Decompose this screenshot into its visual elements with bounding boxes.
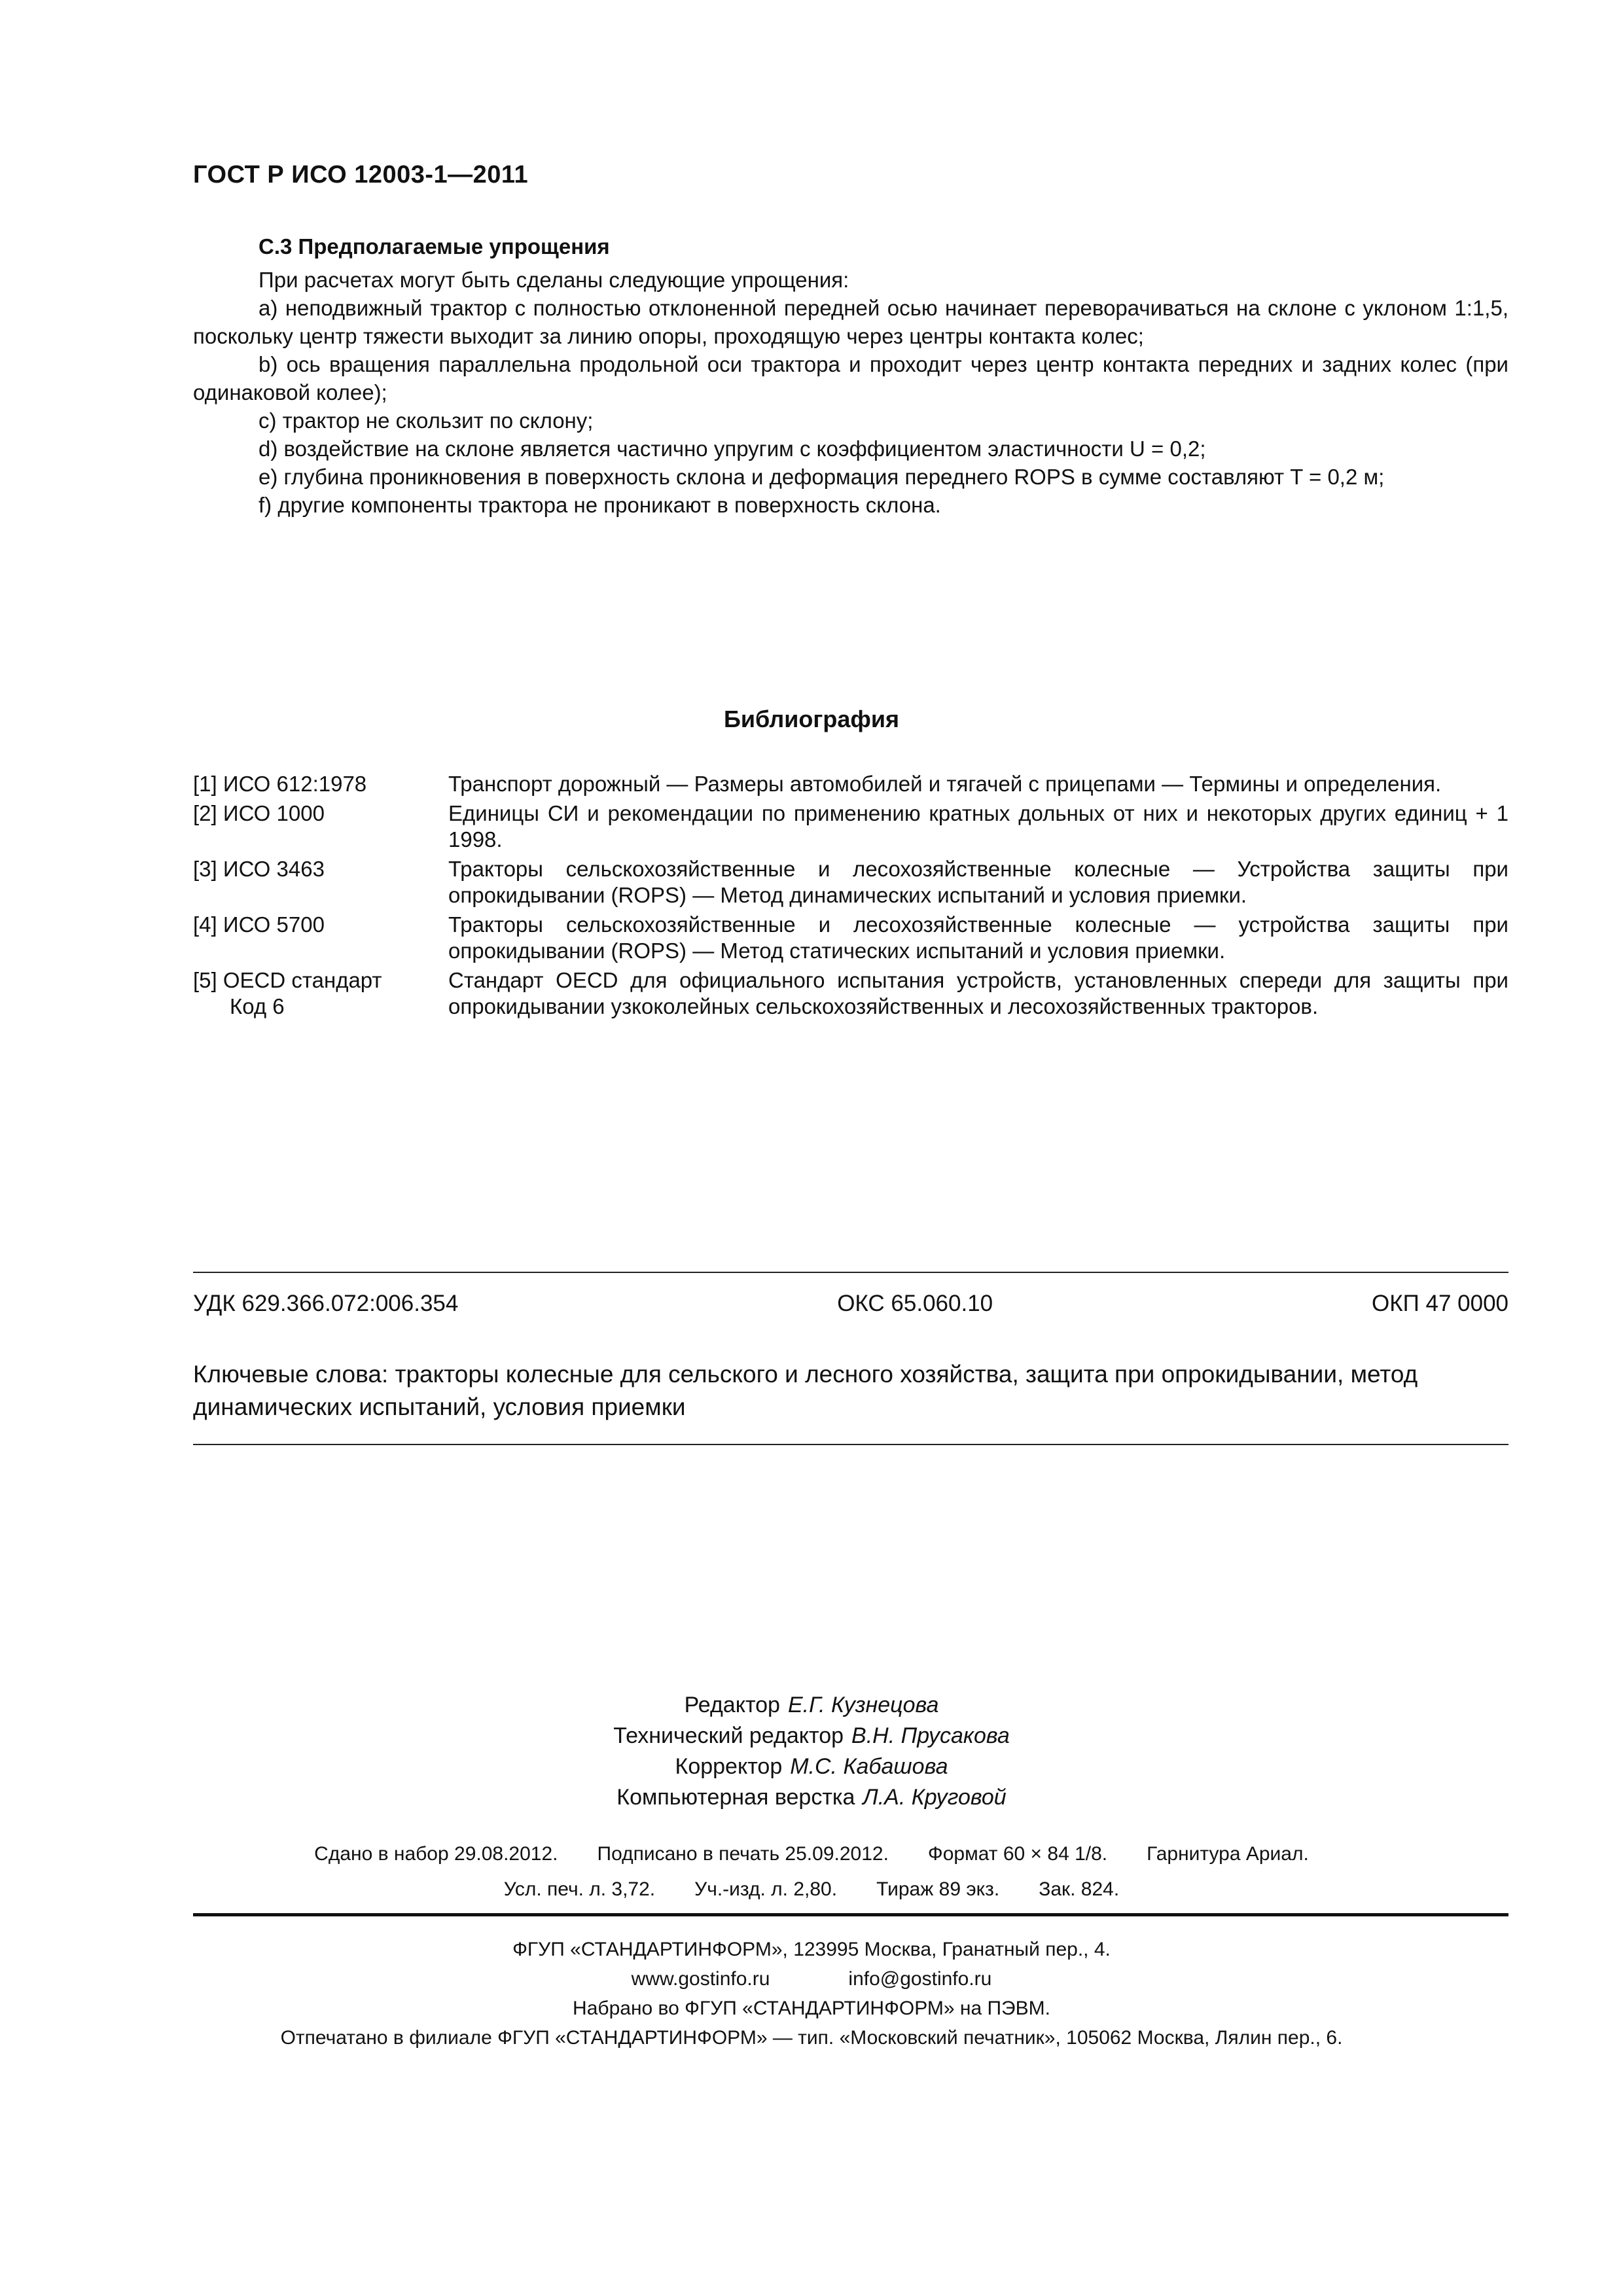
print-date-typeset: Сдано в набор 29.08.2012. [314,1843,558,1865]
section-title: С.3 Предполагаемые упрощения [259,234,610,259]
bib-ref-1: [1] ИСО 612:1978 [193,772,367,796]
oks-code: ОКС 65.060.10 [837,1291,993,1316]
bibliography-text: Тракторы сельскохозяйственные и лесохозяйственные колесные — Устройства защиты при опрокидывании (ROPS) — Метод динамических испытаний и условия приемки. [448,857,1508,907]
credit-name: В.Н. Прусакова [851,1723,1010,1748]
publisher-printed: Отпечатано в филиале ФГУП «СТАНДАРТИНФОРМ» — тип. «Московский печатник», 105062 Москва, Лялин пер., 6. [280,2027,1343,2049]
credits-block [0,1690,1623,1813]
divider-imprint [193,1913,1508,1916]
credit-role: Технический редактор [613,1723,844,1748]
credit-name: Л.А. Круговой [863,1785,1007,1810]
bib-ref-5-code: Код 6 [230,994,285,1018]
bibliography-ref [193,912,448,964]
print-order: Зак. 824. [1039,1878,1120,1900]
bibliography-entry [193,771,1508,797]
print-run: Тираж 89 экз. [876,1878,1000,1900]
bibliography-entry [193,912,1508,964]
credit-line [0,1751,1623,1782]
publisher-contacts [0,1964,1623,1994]
bib-ref-4: [4] ИСО 5700 [193,912,325,937]
classification-row [193,1291,1508,1317]
print-info-line2 [0,1878,1623,1901]
print-pub-sheets: Уч.-изд. л. 2,80. [694,1878,838,1900]
bib-ref-2: [2] ИСО 1000 [193,801,325,825]
section-item-f: f) другие компоненты трактора не проникают в поверхность склона. [259,493,941,517]
udk-code: УДК 629.366.072:006.354 [193,1291,459,1316]
publisher-address: ФГУП «СТАНДАРТИНФОРМ», 123995 Москва, Гранатный пер., 4. [512,1939,1111,1960]
section-item-a: а) неподвижный трактор с полностью отклоненной передней осью начинает переворачиваться на склоне с уклоном 1:1,5, поскольку центр тяжести выходит за линию опоры, проходящую через центры контакта колес; [193,296,1508,348]
document-header: ГОСТ Р ИСО 12003-1—2011 [193,161,529,188]
credit-line [0,1721,1623,1751]
credit-role: Корректор [675,1754,783,1779]
bibliography-text: Стандарт OECD для официального испытания устройств, установленных спереди для защиты при опрокидывании узкоколейных сельскохозяйственных и лесохозяйственных тракторов. [448,968,1508,1018]
print-date-signed: Подписано в печать 25.09.2012. [597,1843,889,1865]
bibliography-text: Транспорт дорожный — Размеры автомобилей и тягачей с прицепами — Термины и определения. [448,772,1442,796]
bib-ref-5: [5] OECD стандарт [193,968,382,992]
bibliography-title: Библиография [724,706,899,732]
credit-line [0,1690,1623,1721]
section-item-e: e) глубина проникновения в поверхность склона и деформация переднего ROPS в сумме составляют T = 0,2 м; [259,465,1385,489]
credit-role: Редактор [684,1693,780,1717]
section-intro: При расчетах могут быть сделаны следующие упрощения: [259,268,849,292]
okp-code: ОКП 47 0000 [1371,1291,1508,1316]
publisher-email: info@gostinfo.ru [848,1968,992,1990]
publisher-website: www.gostinfo.ru [631,1968,770,1990]
bibliography-entry [193,856,1508,908]
bibliography-entry [193,967,1508,1020]
publisher-typeset: Набрано во ФГУП «СТАНДАРТИНФОРМ» на ПЭВМ. [573,1998,1050,2019]
divider-top [193,1272,1508,1273]
publisher-block [0,1935,1623,2053]
credit-line [0,1782,1623,1813]
bib-ref-3: [3] ИСО 3463 [193,857,325,881]
print-format: Формат 60 × 84 1/8. [927,1843,1108,1865]
print-info-line1 [0,1843,1623,1865]
print-typeface: Гарнитура Ариал. [1147,1843,1309,1865]
section-item-c: c) трактор не скользит по склону; [259,408,594,433]
credit-name: Е.Г. Кузнецова [787,1693,939,1717]
bibliography-text: Единицы СИ и рекомендации по применению кратных дольных от них и некоторых других единиц + 1 1998. [448,801,1508,852]
section-body [193,266,1508,519]
bibliography-list [193,771,1508,1023]
bibliography-ref [193,771,448,797]
bibliography-ref [193,967,448,1020]
divider-keywords [193,1444,1508,1445]
keywords: Ключевые слова: тракторы колесные для сельского и лесного хозяйства, защита при опрокидывании, метод динамических испытаний, условия приемки [193,1361,1418,1420]
bibliography-ref [193,800,448,853]
print-sheets: Усл. печ. л. 3,72. [503,1878,656,1900]
bibliography-text: Тракторы сельскохозяйственные и лесохозяйственные колесные — устройства защиты при опрокидывании (ROPS) — Метод статических испытаний и условия приемки. [448,912,1508,963]
bibliography-entry [193,800,1508,853]
section-item-d: d) воздействие на склоне является частично упругим с коэффициентом эластичности U = 0,2; [259,437,1206,461]
bibliography-ref [193,856,448,908]
credit-name: М.С. Кабашова [790,1754,948,1779]
credit-role: Компьютерная верстка [616,1785,855,1810]
section-item-b: b) ось вращения параллельна продольной оси трактора и проходит через центр контакта передних и задних колес (при одинаковой колее); [193,352,1508,404]
